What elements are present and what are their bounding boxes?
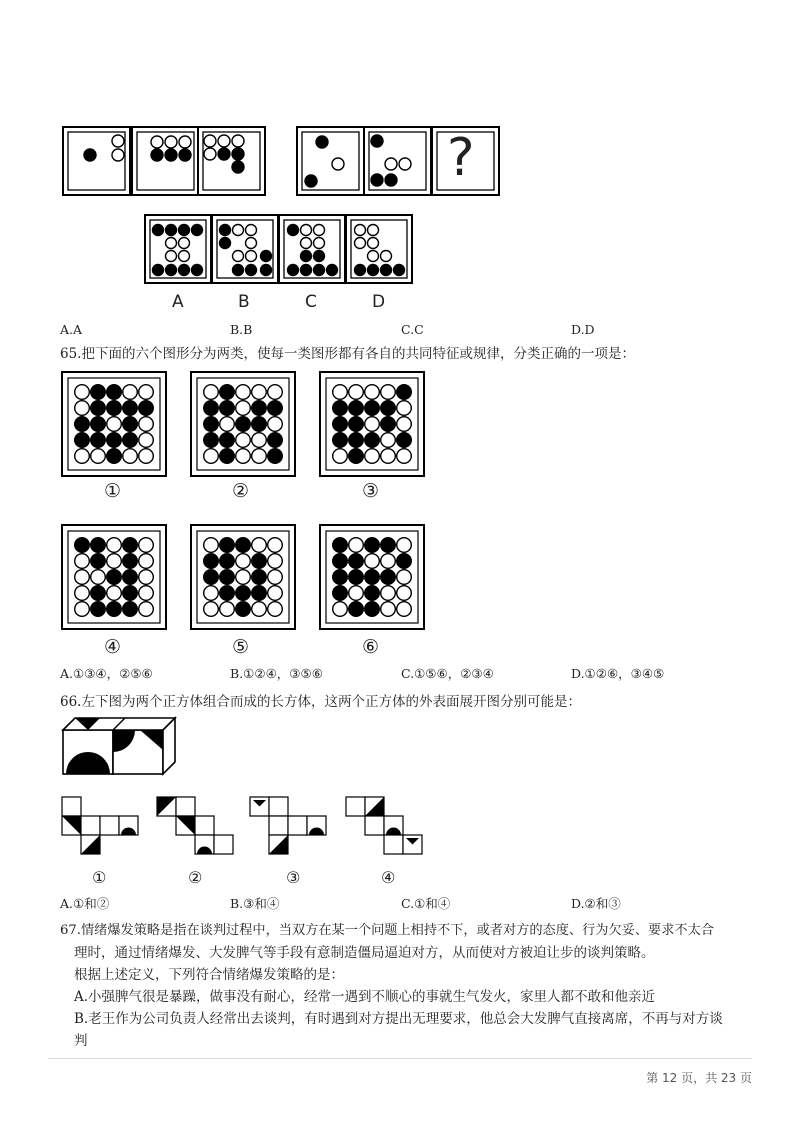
- q65-fig-6-dot: [365, 586, 380, 601]
- q64-D-dot: [381, 265, 392, 276]
- q65-grid-figures: [0, 360, 800, 660]
- q66-net-3-cell: [269, 816, 288, 835]
- q65-fig-4-dot: [107, 586, 122, 601]
- q64-b3-dot: [232, 148, 244, 160]
- q67-option-b-line2[interactable]: 判: [74, 1033, 88, 1049]
- q65-fig-3-dot: [333, 433, 348, 448]
- q65-fig-2-dot: [252, 417, 267, 432]
- q64-D-dot: [368, 238, 379, 249]
- q66-label-1: ①: [92, 868, 107, 887]
- q64-b4-dot: [332, 158, 344, 170]
- q64-b3-dot: [218, 148, 230, 160]
- q65-fig-1-dot: [91, 401, 106, 416]
- q65-fig-6-dot: [349, 586, 364, 601]
- q65-fig-2-dot: [252, 401, 267, 416]
- q64-A-dot: [153, 225, 164, 236]
- q64-B-dot: [261, 265, 272, 276]
- q64-b1-dot: [84, 149, 96, 161]
- q67-stem-line1: 67.情绪爆发策略是指在谈判过程中，当双方在某一个问题上相持不下，或者对方的态度、行为欠妥、要求不太合: [60, 923, 714, 938]
- q65-fig-2-dot: [204, 385, 219, 400]
- q64-option-b[interactable]: B.B: [230, 322, 253, 337]
- q65-fig-6-dot: [397, 586, 412, 601]
- q65-fig-6-dot: [333, 570, 348, 585]
- q64-option-d[interactable]: D.D: [571, 322, 595, 337]
- q66-net-2-cell: [176, 797, 195, 816]
- q65-fig-4-dot: [75, 538, 90, 553]
- q64-B-dot: [220, 225, 231, 236]
- q64-C-dot: [288, 265, 299, 276]
- q64-B-dot: [246, 238, 257, 249]
- q65-fig-2-dot: [236, 433, 251, 448]
- q65-fig-2-dot: [236, 417, 251, 432]
- q65-fig-3-dot: [333, 449, 348, 464]
- q65-fig-4-dot: [123, 570, 138, 585]
- q65-fig-6-dot: [397, 570, 412, 585]
- q65-fig-1-dot: [107, 433, 122, 448]
- q65-fig-6-dot: [333, 554, 348, 569]
- q65-fig-5-dot: [252, 554, 267, 569]
- q65-fig-2-dot: [204, 433, 219, 448]
- q64-D-dot: [355, 265, 366, 276]
- q65-fig-5-dot: [220, 554, 235, 569]
- q66-net-4-cell: [346, 797, 365, 816]
- q65-fig-1-dot: [91, 449, 106, 464]
- q65-fig-3-dot: [349, 449, 364, 464]
- q65-fig-2-dot: [268, 433, 283, 448]
- q64-choice-label-c: C: [305, 292, 317, 312]
- q65-option-d[interactable]: D.①②⑥，③④⑤: [571, 666, 665, 681]
- q64-C-dot: [314, 265, 325, 276]
- q65-fig-4-dot: [107, 538, 122, 553]
- q65-fig-1-dot: [75, 385, 90, 400]
- q66-net-1-cell: [100, 816, 119, 835]
- q65-fig-5-dot: [236, 602, 251, 617]
- q64-A-dot: [166, 225, 177, 236]
- q65-option-b[interactable]: B.①②④，③⑤⑥: [230, 666, 323, 681]
- q64-choice-label-a: A: [172, 292, 184, 312]
- q66-net-2-cell: [195, 816, 214, 835]
- q65-fig-3-dot: [333, 417, 348, 432]
- q65-fig-4-dot: [123, 602, 138, 617]
- q65-fig-1-dot: [139, 401, 154, 416]
- q65-fig-6-dot: [381, 554, 396, 569]
- q65-fig-5-dot: [236, 538, 251, 553]
- q64-A-dot: [166, 238, 177, 249]
- page-footer: 第 12 页，共 23 页: [646, 1071, 752, 1085]
- q65-fig-6-dot: [333, 602, 348, 617]
- q65-fig-3-dot: [381, 449, 396, 464]
- q65-fig-1-dot: [91, 385, 106, 400]
- q65-option-c[interactable]: C.①⑤⑥，②③④: [401, 666, 494, 681]
- q64-B-dot: [261, 251, 272, 262]
- q65-fig-5-dot: [236, 586, 251, 601]
- q66-net-4-cell: [384, 835, 403, 854]
- q64-b2-dot: [151, 149, 163, 161]
- q65-fig-2-dot: [204, 401, 219, 416]
- q64-b2-dot: [165, 136, 177, 148]
- q65-fig-1-dot: [107, 417, 122, 432]
- q65-fig-1-dot: [75, 449, 90, 464]
- q65-fig-5-dot: [252, 602, 267, 617]
- q65-fig-6-dot: [365, 570, 380, 585]
- q65-fig-6-dot: [349, 538, 364, 553]
- q65-fig-3-dot: [349, 417, 364, 432]
- q64-b2-dot: [151, 136, 163, 148]
- q65-fig-5-dot: [268, 554, 283, 569]
- q65-fig-1-dot: [91, 417, 106, 432]
- q64-b1-dot: [112, 149, 124, 161]
- q65-fig-3-dot: [397, 385, 412, 400]
- q64-sequence-figure: [0, 0, 800, 320]
- q64-C-dot: [314, 251, 325, 262]
- q66-label-2: ②: [188, 868, 203, 887]
- q66-net-3-cell: [269, 797, 288, 816]
- q65-fig-1-dot: [139, 417, 154, 432]
- q64-A-dot: [179, 238, 190, 249]
- q65-fig-5-dot: [204, 538, 219, 553]
- q65-fig-4-dot: [91, 538, 106, 553]
- q65-fig-5-dot: [204, 586, 219, 601]
- q65-fig-1-dot: [75, 433, 90, 448]
- q64-C-dot: [301, 238, 312, 249]
- q65-fig-2-dot: [268, 449, 283, 464]
- q65-fig-3-dot: [365, 449, 380, 464]
- q65-fig-3-dot: [397, 449, 412, 464]
- q65-fig-2-dot: [252, 449, 267, 464]
- q65-fig-4-dot: [91, 586, 106, 601]
- q66-option-a[interactable]: A.①和②: [60, 896, 110, 911]
- q66-net-4-cell: [365, 816, 384, 835]
- q65-fig-5-dot: [220, 570, 235, 585]
- q64-D-dot: [368, 251, 379, 262]
- q65-fig-2-dot: [220, 401, 235, 416]
- q65-fig-4-dot: [75, 570, 90, 585]
- q65-fig-4-dot: [139, 538, 154, 553]
- q64-b5-dot: [385, 158, 397, 170]
- q65-fig-1-dot: [75, 417, 90, 432]
- q66-net-1-cell: [62, 797, 81, 816]
- q65-fig-2-dot: [220, 449, 235, 464]
- q64-b3-dot: [232, 161, 244, 173]
- q65-fig-3-dot: [349, 433, 364, 448]
- q65-fig-5-dot: [204, 554, 219, 569]
- q65-fig-3-dot: [397, 433, 412, 448]
- q65-fig-6-dot: [365, 538, 380, 553]
- q65-fig-3-dot: [381, 417, 396, 432]
- q66-net-1-cell: [81, 816, 100, 835]
- q64-C-dot: [301, 265, 312, 276]
- q65-label-2: ②: [232, 480, 250, 502]
- q64-C-dot: [301, 225, 312, 236]
- q65-fig-5-dot: [204, 570, 219, 585]
- q65-stem: 65.把下面的六个图形分为两类，使每一类图形都有各自的共同特征或规律，分类正确的一项是：: [60, 346, 635, 362]
- q66-net-2-cell: [214, 835, 233, 854]
- q65-fig-3-dot: [397, 401, 412, 416]
- q64-D-dot: [368, 225, 379, 236]
- q65-option-a[interactable]: A.①③④，②⑤⑥: [60, 666, 153, 681]
- q65-fig-1-dot: [139, 433, 154, 448]
- q65-fig-6-dot: [365, 554, 380, 569]
- q65-fig-3-dot: [333, 401, 348, 416]
- q66-option-c[interactable]: C.①和④: [401, 896, 451, 911]
- q64-b3-dot: [232, 135, 244, 147]
- q64-B-dot: [246, 265, 257, 276]
- q65-fig-3-dot: [381, 433, 396, 448]
- q67-option-b-line1[interactable]: B.老王作为公司负责人经常出去谈判，有时遇到对方提出无理要求，他总会大发脾气直接离席，不再与对方谈: [74, 1011, 723, 1027]
- q65-fig-2-dot: [204, 449, 219, 464]
- q66-option-d[interactable]: D.②和③: [571, 896, 621, 911]
- q64-b5-dot: [399, 158, 411, 170]
- q65-fig-6-dot: [333, 538, 348, 553]
- q65-fig-3-dot: [365, 385, 380, 400]
- q65-label-5: ⑤: [232, 636, 250, 658]
- q64-D-dot: [394, 265, 405, 276]
- q64-C-dot: [288, 225, 299, 236]
- q67-prompt: 根据上述定义，下列符合情绪爆发策略的是：: [74, 967, 344, 983]
- q65-label-3: ③: [362, 480, 380, 502]
- q65-fig-3-dot: [381, 401, 396, 416]
- q67-stem-line2: 理时，通过情绪爆发、大发脾气等手段有意制造僵局逼迫对方，从而使对方被迫让步的谈判策略。: [74, 945, 655, 961]
- q65-fig-1-dot: [91, 433, 106, 448]
- q65-fig-5-dot: [252, 586, 267, 601]
- q65-fig-1-dot: [107, 401, 122, 416]
- q65-label-6: ⑥: [362, 636, 380, 658]
- q65-fig-3-dot: [333, 385, 348, 400]
- q65-fig-4-dot: [123, 586, 138, 601]
- q64-B-dot: [246, 251, 257, 262]
- q64-B-dot: [220, 238, 231, 249]
- q64-b2-dot: [179, 149, 191, 161]
- q65-fig-4-dot: [75, 602, 90, 617]
- q64-D-dot: [381, 251, 392, 262]
- q65-fig-2-dot: [220, 417, 235, 432]
- q65-fig-1-dot: [123, 385, 138, 400]
- q65-fig-4-dot: [107, 602, 122, 617]
- footer-rule: [48, 1058, 752, 1059]
- q64-C-dot: [327, 265, 338, 276]
- q65-fig-4-dot: [91, 554, 106, 569]
- q65-fig-1-dot: [107, 449, 122, 464]
- q65-fig-5-dot: [268, 586, 283, 601]
- q65-fig-5-dot: [252, 538, 267, 553]
- q65-fig-6-dot: [365, 602, 380, 617]
- q65-fig-4-dot: [139, 602, 154, 617]
- q65-fig-6-dot: [333, 586, 348, 601]
- q64-B-dot: [246, 225, 257, 236]
- q65-fig-6-dot: [397, 554, 412, 569]
- q65-fig-5-dot: [220, 586, 235, 601]
- q64-question-mark: ?: [447, 128, 475, 188]
- q65-fig-4-dot: [139, 570, 154, 585]
- q65-fig-4-dot: [75, 554, 90, 569]
- q64-b3-dot: [218, 135, 230, 147]
- q65-fig-2-dot: [268, 401, 283, 416]
- q65-fig-5-dot: [268, 602, 283, 617]
- q64-b5-dot: [371, 135, 383, 147]
- q65-fig-4-dot: [91, 602, 106, 617]
- q64-C-dot: [301, 251, 312, 262]
- q65-fig-5-dot: [268, 570, 283, 585]
- q65-label-1: ①: [104, 480, 122, 502]
- q64-A-dot: [192, 225, 203, 236]
- q65-fig-2-dot: [204, 417, 219, 432]
- q64-B-dot: [233, 225, 244, 236]
- q66-label-4: ④: [381, 868, 396, 887]
- q65-fig-5-dot: [268, 538, 283, 553]
- q65-fig-3-dot: [349, 401, 364, 416]
- q65-fig-6-dot: [397, 538, 412, 553]
- q64-C-dot: [314, 225, 325, 236]
- q65-fig-1-dot: [123, 449, 138, 464]
- q65-fig-2-dot: [236, 385, 251, 400]
- q65-fig-4-dot: [123, 538, 138, 553]
- q64-option-a[interactable]: A.A: [60, 322, 83, 337]
- q64-b2-dot: [179, 136, 191, 148]
- q65-fig-1-dot: [139, 449, 154, 464]
- q64-A-dot: [166, 251, 177, 262]
- q65-fig-2-dot: [252, 433, 267, 448]
- q64-b1-dot: [112, 135, 124, 147]
- q65-fig-4-dot: [75, 586, 90, 601]
- q64-A-dot: [166, 265, 177, 276]
- q65-fig-4-dot: [107, 554, 122, 569]
- q65-fig-2-dot: [220, 385, 235, 400]
- q64-option-c[interactable]: C.C: [401, 322, 424, 337]
- q65-fig-5-dot: [204, 602, 219, 617]
- q64-D-dot: [355, 225, 366, 236]
- q64-B-dot: [233, 251, 244, 262]
- q65-fig-6-dot: [349, 554, 364, 569]
- q64-B-dot: [233, 265, 244, 276]
- q65-fig-3-dot: [365, 433, 380, 448]
- q65-fig-3-dot: [397, 417, 412, 432]
- q65-fig-4-dot: [91, 570, 106, 585]
- q65-fig-5-dot: [236, 554, 251, 569]
- q65-fig-3-dot: [365, 401, 380, 416]
- q64-b3-dot: [204, 148, 216, 160]
- q65-fig-2-dot: [220, 433, 235, 448]
- q65-fig-6-dot: [381, 586, 396, 601]
- q65-fig-5-dot: [220, 538, 235, 553]
- q65-fig-2-dot: [236, 449, 251, 464]
- q64-A-dot: [179, 265, 190, 276]
- q64-D-dot: [355, 238, 366, 249]
- q64-b3-dot: [204, 135, 216, 147]
- q64-A-dot: [192, 265, 203, 276]
- q64-A-dot: [153, 265, 164, 276]
- q65-fig-5-dot: [236, 570, 251, 585]
- q65-fig-1-dot: [123, 417, 138, 432]
- q65-fig-6-dot: [349, 602, 364, 617]
- q65-fig-2-dot: [268, 385, 283, 400]
- q65-label-4: ④: [104, 636, 122, 658]
- q65-fig-6-dot: [381, 602, 396, 617]
- q64-A-dot: [179, 225, 190, 236]
- q65-fig-1-dot: [107, 385, 122, 400]
- q65-fig-1-dot: [123, 401, 138, 416]
- q65-fig-3-dot: [381, 385, 396, 400]
- q65-fig-3-dot: [349, 385, 364, 400]
- q66-net-3-cell: [288, 816, 307, 835]
- q65-fig-4-dot: [107, 570, 122, 585]
- q65-fig-4-dot: [139, 554, 154, 569]
- q65-fig-6-dot: [397, 602, 412, 617]
- q64-choice-label-b: B: [238, 292, 250, 312]
- q66-cube-figures: [0, 700, 800, 900]
- q64-b4-dot: [316, 136, 328, 148]
- q67-option-a[interactable]: A.小强脾气很是暴躁，做事没有耐心，经常一遇到不顺心的事就生气发火，家里人都不敢和他亲近: [74, 989, 656, 1005]
- q65-fig-3-dot: [365, 417, 380, 432]
- q65-fig-1-dot: [75, 401, 90, 416]
- q64-D-dot: [368, 265, 379, 276]
- q64-C-dot: [314, 238, 325, 249]
- q64-b4-dot: [305, 175, 317, 187]
- q64-b5-dot: [371, 174, 383, 186]
- q65-fig-6-dot: [381, 538, 396, 553]
- q65-fig-4-dot: [139, 586, 154, 601]
- q65-fig-6-dot: [349, 570, 364, 585]
- q64-b2-dot: [165, 149, 177, 161]
- q65-fig-6-dot: [381, 570, 396, 585]
- q64-choice-label-d: D: [372, 292, 386, 312]
- q64-A-dot: [179, 251, 190, 262]
- q65-fig-2-dot: [236, 401, 251, 416]
- q66-label-3: ③: [286, 868, 301, 887]
- q66-stem: 66.左下图为两个正方体组合而成的长方体，这两个正方体的外表面展开图分别可能是：: [60, 694, 581, 710]
- q65-fig-5-dot: [220, 602, 235, 617]
- q65-fig-4-dot: [123, 554, 138, 569]
- q65-fig-2-dot: [252, 385, 267, 400]
- q65-fig-2-dot: [268, 417, 283, 432]
- q66-option-b[interactable]: B.③和④: [230, 896, 280, 911]
- q65-fig-1-dot: [123, 433, 138, 448]
- q64-b5-dot: [385, 174, 397, 186]
- q65-fig-1-dot: [139, 385, 154, 400]
- q65-fig-5-dot: [252, 570, 267, 585]
